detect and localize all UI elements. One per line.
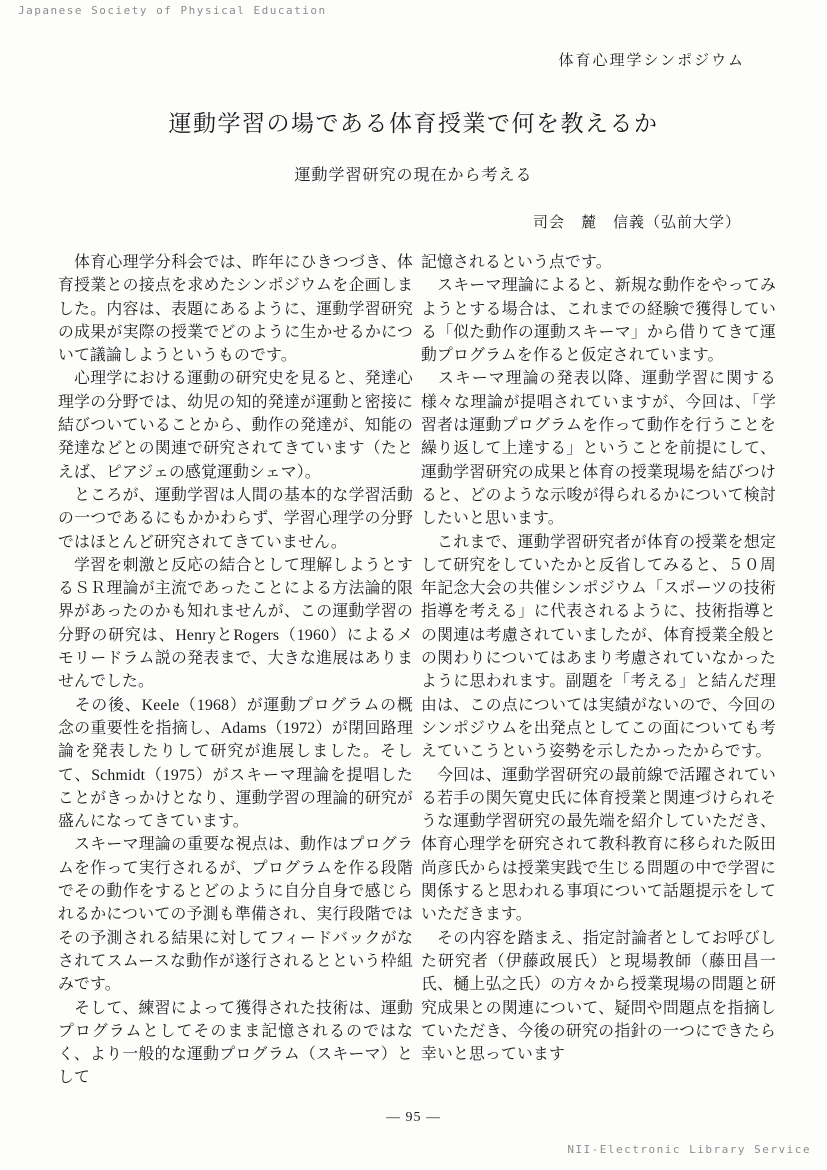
paragraph: スキーマ理論の重要な視点は、動作はプログラムを作って実行されるが、プログラムを作る段階でその動作をするとどのように自分自身で感じられるかについての予測も準備され、実行段階ではその予測される結果に対してフィードバックがなされてスムースな動作が遂行されるとという枠組みです。 [58,836,413,994]
symposium-series-label: 体育心理学シンポジウム [558,53,745,69]
paragraph: その内容を踏まえ、指定討論者としてお呼びした研究者（伊藤政展氏）と現場教師（藤田昌一氏、樋上弘之氏）の方々から授業現場の問題と研究成果との関連について、疑問や問題点を指摘していただき、今後の研究の指針の一つにできたら幸いと思っています [421,929,776,1064]
right-column [421,251,776,1090]
library-service-stamp: NII-Electronic Library Service [567,1143,811,1156]
page-subtitle: 運動学習研究の現在から考える [294,167,533,184]
paragraph: その後、Keele（1968）が運動プログラムの概念の重要性を指摘し、Adams（1972）が閉回路理論を発表したりして研究が進展しました。そして、Schmidt（1975）がスキーマ理論を提唱したことがきっかけとなり、運動学習の理論的研究が盛んになってきています。 [58,696,414,831]
paragraph: これまで、運動学習研究者が体育の授業を想定して研究をしていたかと反省してみると、５０周年記念大会の共催シンポジウム「スポーツの技術指導を考える」に代表されるように、技術指導との関連は考慮されていましたが、体育授業全般との関わりについてはあまり考慮されていなかったように思われます。副題を「考える」と結んだ理由は、この点については実績がないので、今回のシンポジウムを出発点としてこの面についても考えていこうという姿勢を示したかったからです。 [421,533,776,761]
paragraph: 学習を刺激と反応の結合として理解しようとするＳＲ理論が主流であったことによる方法論的限界があったのかも知れませんが、この運動学習の分野の研究は、HenryとRogers（1960）によるメモリードラム説の発表まで、大きな進展はありませんでした。 [58,556,413,691]
paragraph: 心理学における運動の研究史を見ると、発達心理学の分野では、幼児の知的発達が運動と密接に結びついていることから、動作の発達が、知能の発達などとの関連で研究されてきています（たとえば、ピアジェの感覚運動シェマ）。 [58,370,413,481]
body-columns [58,251,776,1090]
paragraph: スキーマ理論の発表以降、運動学習に関する様々な理論が提唱されていますが、今回は、「学習者は運動プログラムを作って動作を行うことを繰り返して上達する」ということを前提にして、運動学習研究の成果と体育の授業現場を結びつけると、どのような示唆が得られるかについて検討したいと思います。 [421,370,776,528]
paragraph: スキーマ理論によると、新規な動作をやってみようとする場合は、これまでの経験で獲得している「似た動作の運動スキーマ」から借りてきて運動プログラムを作ると仮定されています。 [421,277,776,365]
moderator-byline: 司会 麓 信義（弘前大学） [532,215,741,231]
paragraph: 体育心理学分科会では、昨年にひきつづき、体育授業との接点を求めたシンポジウムを企画しました。内容は、表題にあるように、運動学習研究の成果が実際の授業でどのように生かせるかについて議論しようというものです。 [58,254,413,365]
page-number: — 95 — [386,1110,441,1125]
page-title: 運動学習の場である体育授業で何を教えるか [168,111,659,136]
paragraph: そして、練習によって獲得された技術は、運動プログラムとしてそのまま記憶されるのではなく、より一般的な運動プログラム（スキーマ）として [58,999,413,1087]
left-column [58,251,413,1090]
paragraph: 今回は、運動学習研究の最前線で活躍されている若手の関矢寛史氏に体育授業と関連づけられそうな運動学習研究の最先端を紹介していただき、体育心理学を研究されて教科教育に移られた阪田尚彦氏からは授業実践で生じる問題の中で学習に関係すると思われる事項について話題提示をしていただきます。 [421,766,776,924]
paragraph: ところが、運動学習は人間の基本的な学習活動の一つであるにもかかわらず、学習心理学の分野ではほとんど研究されてきていません。 [58,486,413,551]
paragraph: 記憶されるという点です。 [421,254,612,271]
library-stamp: Japanese Society of Physical Education [18,4,327,17]
